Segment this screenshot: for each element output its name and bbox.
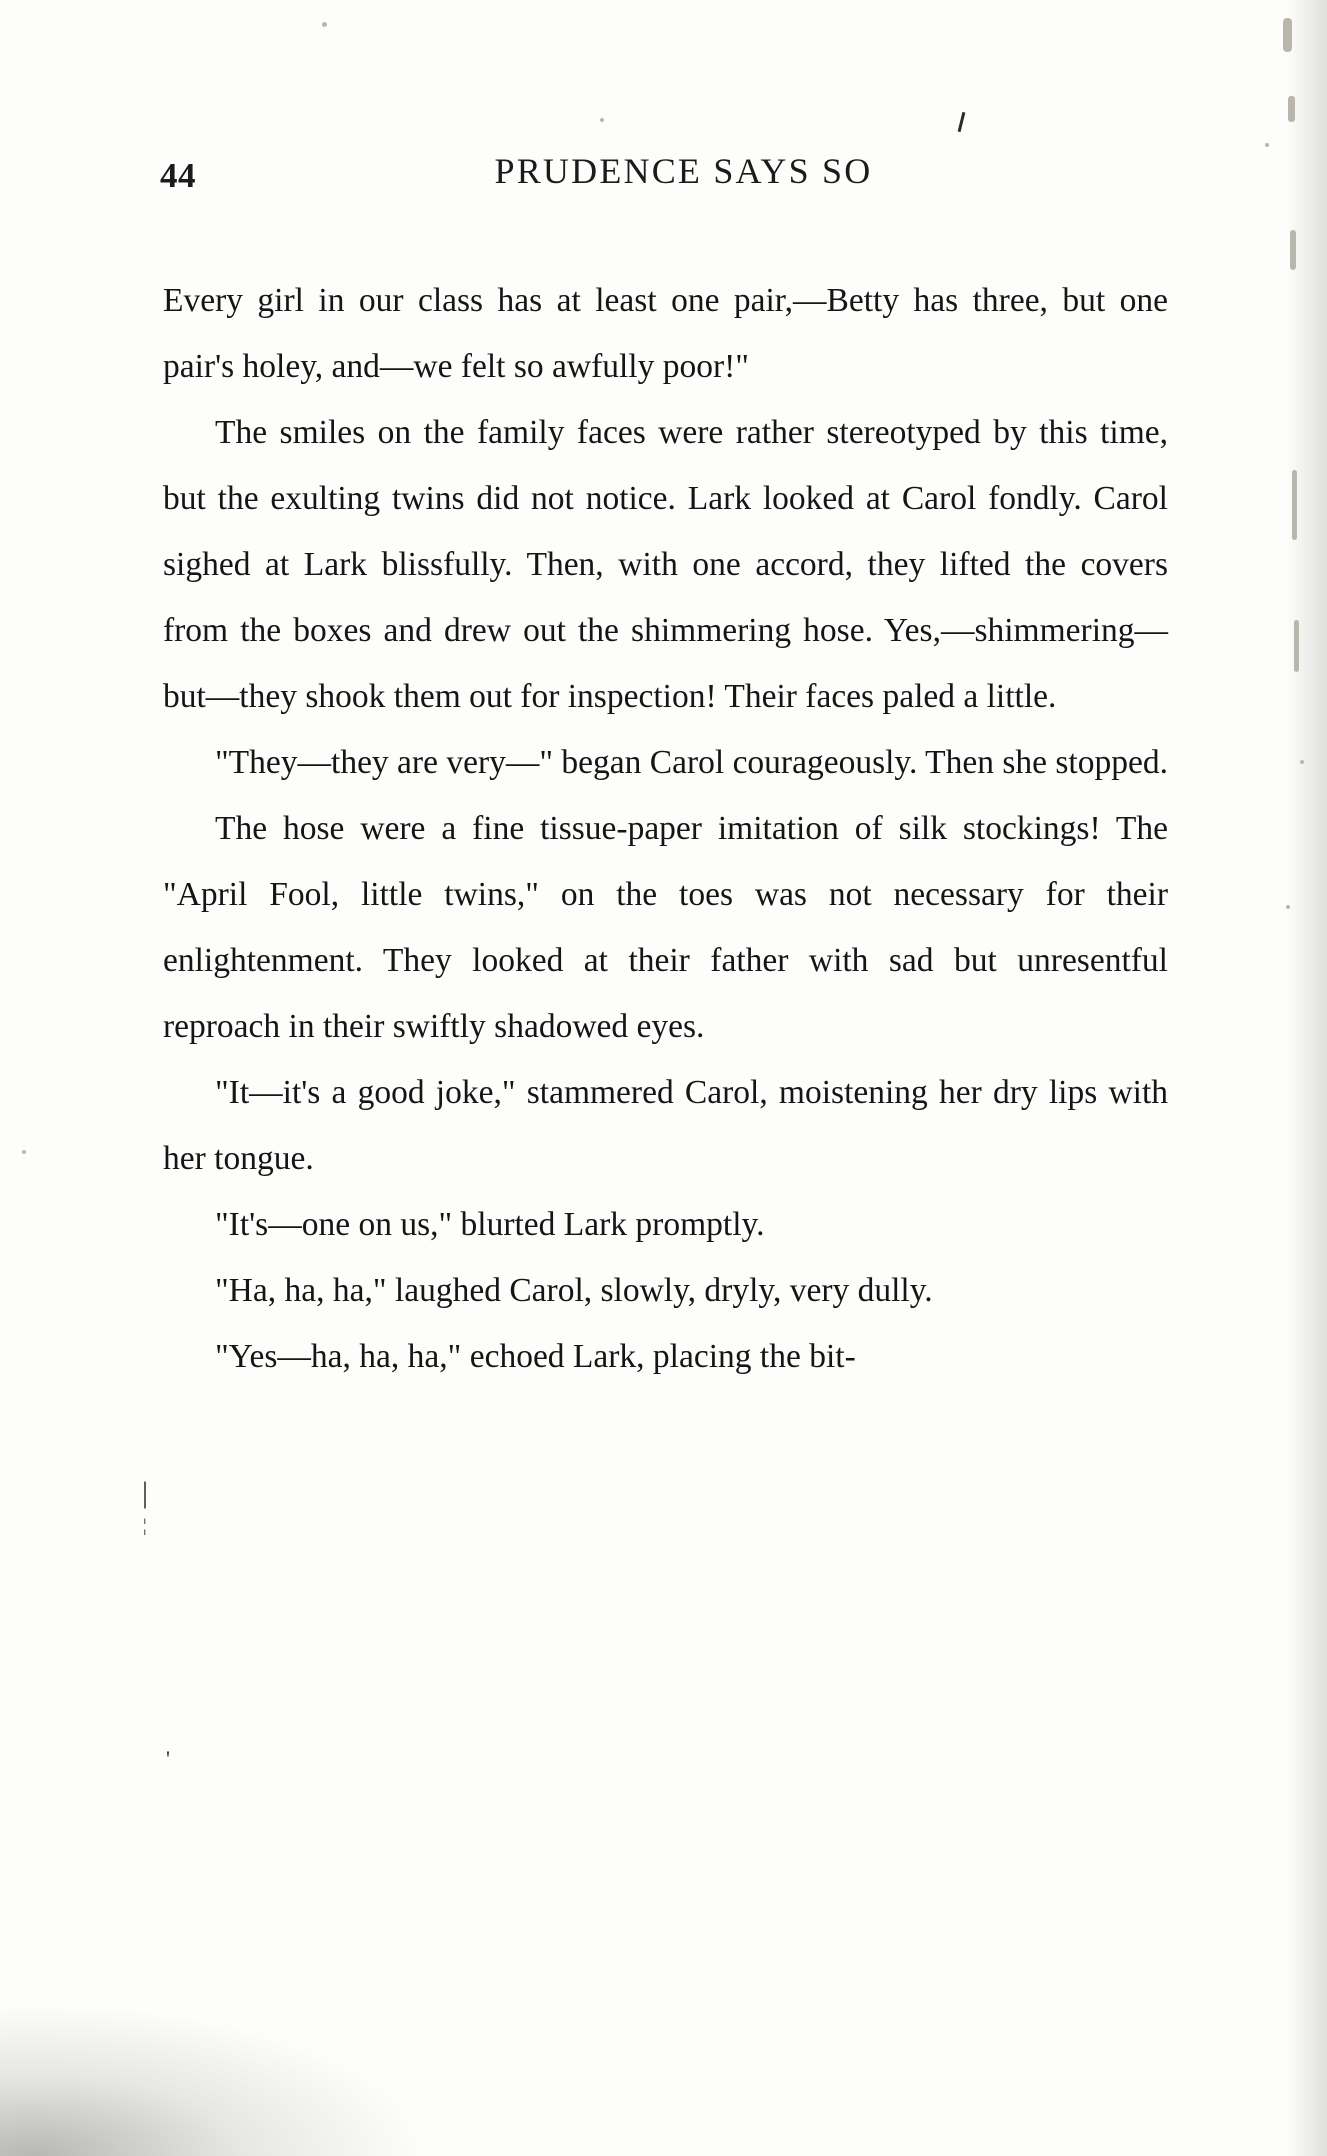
running-head-title: PRUDENCE SAYS SO <box>494 151 873 191</box>
paragraph: Every girl in our class has at least one pair,—Betty has three, but one pair's holey, and—we felt so awfully poor!" <box>163 282 1168 385</box>
paragraph: "It's—one on us," blurted Lark promptly. <box>215 1206 765 1243</box>
scan-speck <box>22 1150 26 1154</box>
scan-speck <box>600 118 604 122</box>
margin-pen-mark: ' <box>166 1746 170 1771</box>
scan-speck <box>1288 96 1295 122</box>
scan-speck <box>1286 905 1290 909</box>
paragraph: The hose were a fine tissue-paper imitation of silk stockings! The "April Fool, little twins," on the toes was not necessary for their enlightenment. They looked at their father with sad but unresentful reproach in their swiftly shadowed eyes. <box>163 810 1168 1045</box>
margin-pen-mark: ¦ <box>143 1515 147 1535</box>
scan-tick-mark <box>958 112 966 132</box>
scan-speck <box>1294 620 1299 672</box>
scan-edge-shadow-bottom <box>0 2006 420 2156</box>
scan-speck <box>322 22 327 27</box>
page-number: 44 <box>160 156 196 195</box>
scan-speck <box>1283 18 1292 52</box>
paragraph: The smiles on the family faces were rather stereotyped by this time, but the exulting twins did not notice. Lark looked at Carol fondly. Carol sighed at Lark blissfully. Then, with one accord, they lifted the covers from the boxes and drew out the shimmering hose. Yes,—shimmering—but—they shook them out for inspection! Their faces paled a little. <box>163 414 1168 715</box>
page-body-text <box>163 268 1168 1390</box>
scan-speck <box>1290 230 1296 270</box>
paragraph: "Ha, ha, ha," laughed Carol, slowly, dryly, very dully. <box>215 1272 933 1309</box>
scan-speck <box>1292 470 1297 540</box>
page-header <box>160 150 1167 202</box>
scan-speck <box>1300 760 1304 764</box>
paragraph: "It—it's a good joke," stammered Carol, moistening her dry lips with her tongue. <box>163 1074 1168 1177</box>
paragraph: "Yes—ha, ha, ha," echoed Lark, placing the bit- <box>215 1338 856 1375</box>
scan-speck <box>1265 143 1269 147</box>
paragraph: "They—they are very—" began Carol courageously. Then she stopped. <box>215 744 1168 781</box>
margin-pen-mark: | <box>142 1476 149 1509</box>
scan-edge-shadow-right <box>1287 0 1327 2156</box>
